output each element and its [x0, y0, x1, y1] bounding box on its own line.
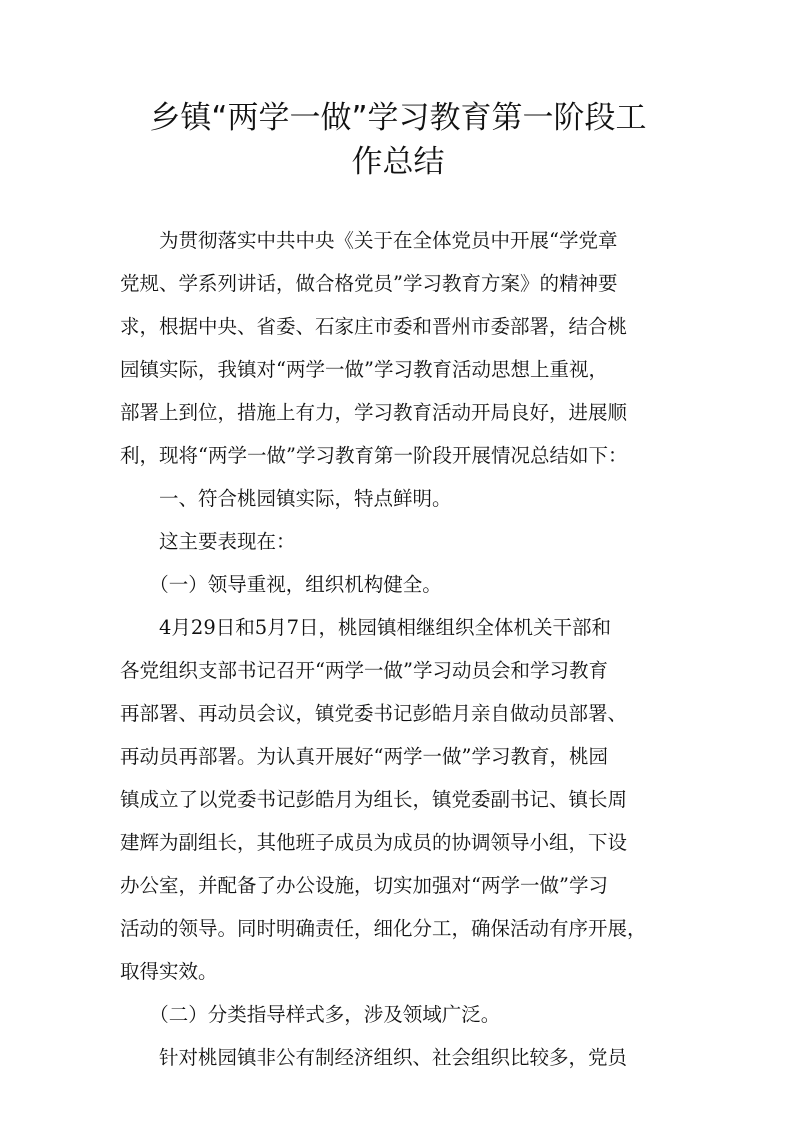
subsection-heading: （一）领导重视，组织机构健全。 [120, 573, 442, 596]
document-title-line-2: 作总结 [351, 144, 445, 180]
body-line: 4月29日和5月7日，桃园镇相继组织全体机关干部和 [120, 616, 612, 639]
body-line: 利，现将“两学一做”学习教育第一阶段开展情况总结如下： [120, 444, 628, 467]
subsection-heading: （二）分类指导样式多，涉及领域广泛。 [120, 1003, 501, 1026]
body-line: 针对桃园镇非公有制经济组织、社会组织比较多，党员 [120, 1046, 628, 1069]
section-heading: 一、符合桃园镇实际，特点鲜明。 [120, 487, 452, 510]
document-title-line-1: 乡镇“两学一做”学习教育第一阶段工 [149, 100, 647, 136]
body-line: 这主要表现在： [120, 530, 296, 553]
body-line: 镇成立了以党委书记彭皓月为组长，镇党委副书记、镇长周 [120, 788, 628, 811]
body-line: 各党组织支部书记召开“两学一做”学习动员会和学习教育 [120, 659, 608, 682]
body-line: 再部署、再动员会议，镇党委书记彭皓月亲自做动员部署、 [120, 702, 628, 725]
body-line: 取得实效。 [120, 960, 218, 983]
body-line: 党规、学系列讲话，做合格党员”学习教育方案》的精神要 [120, 272, 618, 295]
body-line: 再动员再部署。为认真开展好“两学一做”学习教育，桃园 [120, 745, 608, 768]
body-line: 活动的领导。同时明确责任，细化分工，确保活动有序开展， [120, 917, 647, 940]
body-line: 建辉为副组长，其他班子成员为成员的协调领导小组，下设 [120, 831, 628, 854]
body-line: 园镇实际，我镇对“两学一做”学习教育活动思想上重视， [120, 358, 608, 381]
body-line: 办公室，并配备了办公设施，切实加强对“两学一做”学习 [120, 874, 608, 897]
body-line: 为贯彻落实中共中央《关于在全体党员中开展“学党章 [120, 229, 618, 252]
body-line: 求，根据中央、省委、石家庄市委和晋州市委部署，结合桃 [120, 315, 628, 338]
body-line: 部署上到位，措施上有力，学习教育活动开局良好，进展顺 [120, 401, 628, 424]
